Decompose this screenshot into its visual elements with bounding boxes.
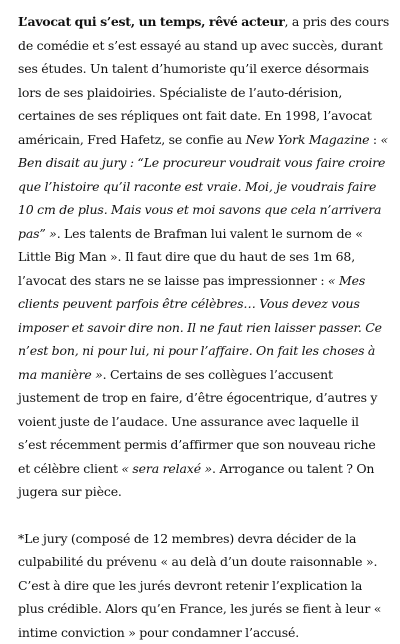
paragraph-text: . Certains de ses collègues l’accusent justement de trop en faire, d’être égocentrique, d’autres y voient juste de l’audace. Une assurance avec laquelle il s’est récemment permis d’affirmer que son nouveau riche et célèbre client [18,367,377,476]
paragraph-text: , a pris des cours de comédie et s’est essayé au stand up avec succès, durant ses études. Un talent d’humoriste qu’il exerce désormais lors de ses plaidoiries. Spécialiste de l’auto-dérision, certaines de ses répliques ont fait date. En 1998, l’avocat américain, Fred Hafetz, se confie au [18,14,389,147]
paragraph-text: . Les talents de Brafman lui valent le surnom de « Little Big Man ». Il faut dire que du haut de ses 1m 68, l’avocat des stars ne se laisse pas impressionner : [18,226,363,288]
article-paragraph [18,10,390,504]
quote-brafman: « Mes clients peuvent parfois être célèbres… Vous devez vous imposer et savoir dire non. Il ne faut rien laisser passer. Ce n’est bon, ni pour lui, ni pour l’affaire. On fait les choses à ma manière » [18,273,382,382]
quote-client: « sera relaxé » [121,461,212,476]
paragraph-text: . Arrogance ou talent ? On jugera sur pièce. [18,461,374,500]
paragraph-text: : [369,132,380,147]
magazine-name: New York Magazine [246,132,370,147]
quote-hafetz: « Ben disait au jury : “Le procureur voudrait vous faire croire que l’histoire qu’il raconte est vraie. Moi, je voudrais faire 10 cm de plus. Mais vous et moi savons que cela n’arrivera pas” » [18,132,388,241]
paragraph-lead: L’avocat qui s’est, un temps, rêvé acteur [18,14,285,29]
footnote-paragraph: *Le jury (composé de 12 membres) devra décider de la culpabilité du prévenu « au delà d’un doute raisonnable ». C’est à dire que les jurés devront retenir l’explication la plus crédible. Alors qu’en France, les jurés se fient à leur « intime conviction » pour condamner l’accusé. [18,527,390,644]
